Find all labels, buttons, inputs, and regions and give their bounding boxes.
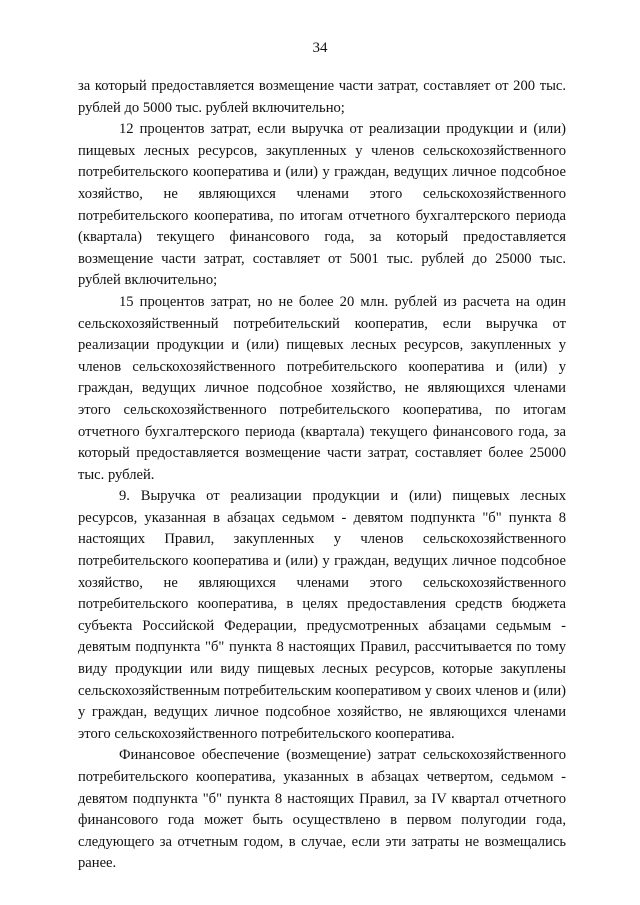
paragraph-3: 15 процентов затрат, но не более 20 млн. рублей из расчета на один сельскохозяйственный потребительский кооператив, если выручка от реализации продукции и (или) пищевых лесных ресурсов, закупленных у членов сельскохозяйственного потребительского кооператива и (или) у граждан, ведущих личное подсобное хозяйство, не являющихся членами этого сельскохозяйственного потребительского кооператива, по итогам отчетного бухгалтерского периода (квартала) текущего финансового года, за который предоставляется возмещение части затрат, составляет более 25000 тыс. рублей.	[78, 293, 566, 483]
page-number: 34	[312, 40, 328, 56]
paragraph-2: 12 процентов затрат, если выручка от реализации продукции и (или) пищевых лесных ресурсов, закупленных у членов сельскохозяйственного потребительского кооператива и (или) у граждан, ведущих личное подсобное хозяйство, не являющихся членами этого сельскохозяйственного потребительского кооператива, по итогам отчетного бухгалтерского периода (квартала) текущего финансового года, за который предоставляется возмещение части затрат, составляет от 5001 тыс. рублей до 25000 тыс. рублей включительно;	[78, 121, 566, 289]
paragraph-4: 9. Выручка от реализации продукции и (или) пищевых лесных ресурсов, указанная в абзацах седьмом - девятом подпункта "б" пункта 8 настоящих Правил, закупленных у членов сельскохозяйственного потребительского кооператива и (или) у граждан, ведущих личное подсобное хозяйство, не являющихся членами этого сельскохозяйственного потребительского кооператива, в целях предоставления средств бюджета субъекта Российской Федерации, предусмотренных абзацами седьмым - девятым подпункта "б" пункта 8 настоящих Правил, рассчитывается по тому виду продукции или виду пищевых лесных ресурсов, которые закуплены сельскохозяйственным потребительским кооперативом у своих членов и (или) у граждан, ведущих личное подсобное хозяйство, не являющихся членами этого сельскохозяйственного потребительского кооператива.	[78, 488, 566, 742]
paragraph-1: за который предоставляется возмещение части затрат, составляет от 200 тыс. рублей до 5000 тыс. рублей включительно;	[78, 78, 566, 116]
document-body	[78, 76, 566, 875]
paragraph-5: Финансовое обеспечение (возмещение) затрат сельскохозяйственного потребительского кооператива, указанных в абзацах четвертом, седьмом - девятом подпункта "б" пункта 8 настоящих Правил, за IV квартал отчетного финансового года может быть осуществлено в первом полугодии года, следующего за отчетным годом, в случае, если эти затраты не возмещались ранее.	[78, 747, 566, 872]
